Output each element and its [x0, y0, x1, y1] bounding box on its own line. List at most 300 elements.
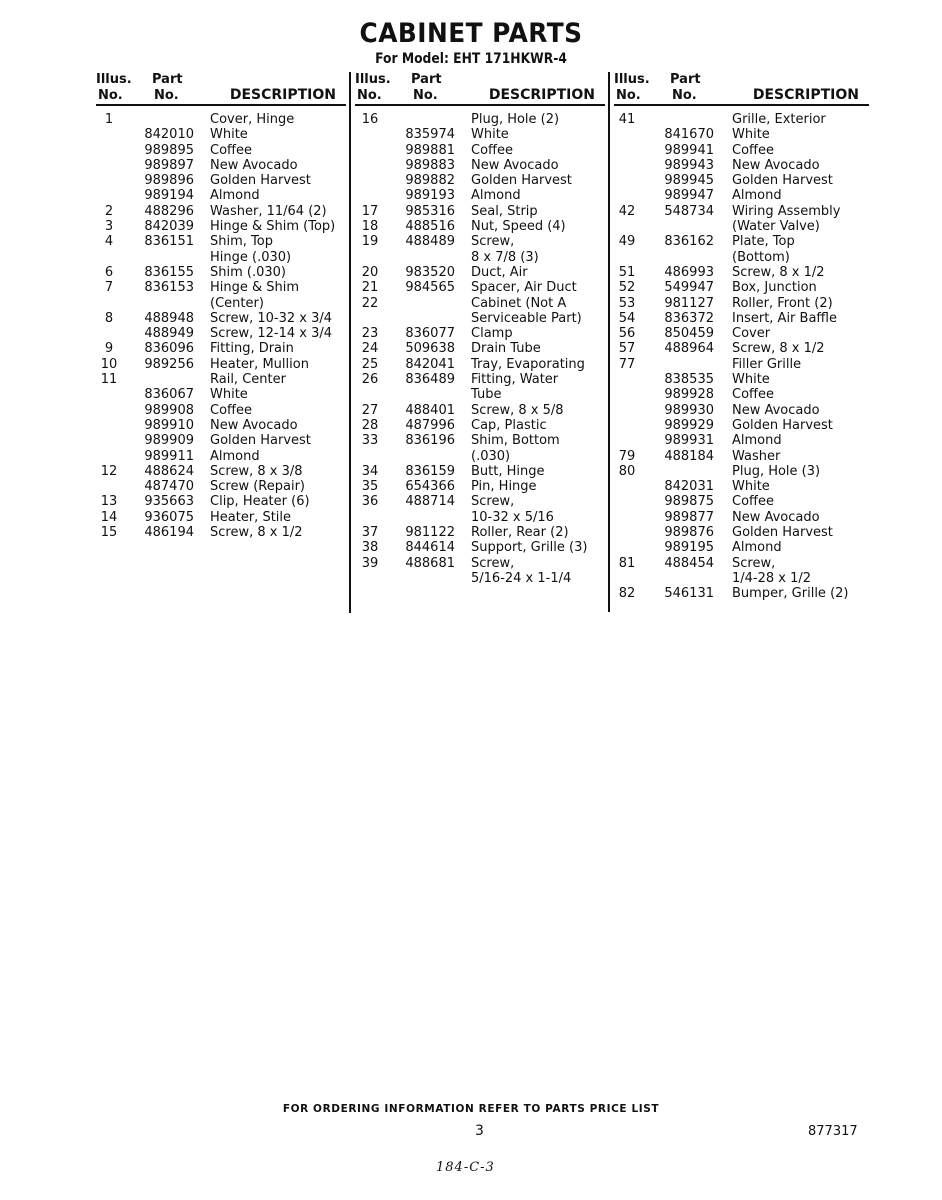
- part-description: Hinge & Shim: [210, 280, 300, 296]
- part-description: Plug, Hole (3): [732, 463, 821, 479]
- parts-column-1: [96, 70, 346, 540]
- table-row: [355, 403, 605, 418]
- illus-number: 8: [104, 310, 114, 326]
- part-description: Support, Grille (3): [471, 540, 588, 556]
- part-description: Plug, Hole (2): [471, 112, 560, 127]
- description-header: DESCRIPTION: [752, 87, 859, 103]
- part-description: Clamp: [471, 326, 513, 342]
- table-row: [614, 433, 869, 448]
- illus-number: 27: [361, 402, 379, 418]
- table-row: [355, 357, 605, 372]
- part-number: 836155: [144, 264, 194, 280]
- part-number: 983520: [405, 264, 455, 280]
- table-row: [355, 479, 605, 494]
- part-description: Duct, Air: [471, 264, 528, 280]
- part-number: 488296: [144, 203, 194, 219]
- part-description: Screw,: [471, 555, 515, 571]
- part-description: Heater, Mullion: [210, 356, 309, 372]
- part-number: 935663: [144, 494, 194, 510]
- table-row: [614, 464, 869, 479]
- illus-number: 9: [104, 341, 114, 357]
- part-number: 850459: [664, 326, 714, 342]
- illus-number: 21: [361, 280, 379, 296]
- part-number: 836162: [664, 234, 714, 250]
- part-number: 989929: [664, 417, 714, 433]
- part-number: 989193: [405, 188, 455, 204]
- part-description: White: [471, 127, 509, 143]
- part-number: 487996: [405, 417, 455, 433]
- part-number: 654366: [405, 479, 455, 495]
- illus-number: 16: [361, 112, 379, 127]
- part-number: 836151: [144, 234, 194, 250]
- part-number: 989911: [144, 448, 194, 464]
- part-description: Shim, Bottom: [471, 433, 560, 449]
- table-row: [96, 112, 346, 127]
- parts-list: [96, 112, 346, 540]
- part-number: 989195: [664, 540, 714, 556]
- illus-number: 12: [100, 463, 118, 479]
- part-number: 836077: [405, 326, 455, 342]
- table-row: [96, 143, 346, 158]
- part-description: Roller, Front (2): [732, 295, 833, 311]
- part-description: New Avocado: [210, 417, 298, 433]
- table-row: [355, 494, 605, 509]
- part-number: 842039: [144, 219, 194, 235]
- part-description: Spacer, Air Duct: [471, 280, 577, 296]
- part-no-header: No.: [672, 88, 697, 103]
- part-number: 989941: [664, 142, 714, 158]
- part-description: Screw (Repair): [210, 479, 305, 495]
- table-row: [614, 250, 869, 265]
- illus-header: Illus.: [355, 72, 391, 87]
- part-number: 486194: [144, 525, 194, 541]
- table-row: [355, 556, 605, 571]
- part-description: Clip, Heater (6): [210, 494, 310, 510]
- part-description: Screw,: [471, 234, 515, 250]
- part-number: 989930: [664, 402, 714, 418]
- column-header: [614, 70, 869, 106]
- table-row: [614, 265, 869, 280]
- part-description: (Center): [210, 295, 264, 311]
- part-description: Almond: [210, 448, 260, 464]
- table-row: [355, 449, 605, 464]
- table-row: [355, 112, 605, 127]
- part-number: 488964: [664, 341, 714, 357]
- part-description: Almond: [732, 540, 782, 556]
- table-row: [96, 127, 346, 142]
- table-row: [614, 280, 869, 295]
- table-row: [96, 433, 346, 448]
- description-header: DESCRIPTION: [229, 87, 336, 103]
- part-description: White: [732, 479, 770, 495]
- part-number: 989876: [664, 525, 714, 541]
- illus-number: 26: [361, 372, 379, 388]
- table-row: [355, 204, 605, 219]
- table-row: [96, 341, 346, 356]
- table-row: [614, 540, 869, 555]
- part-number: 985316: [405, 203, 455, 219]
- table-row: [355, 387, 605, 402]
- illus-number: 23: [361, 326, 379, 342]
- part-number: 835974: [405, 127, 455, 143]
- part-description: Golden Harvest: [732, 173, 833, 189]
- part-description: Shim, Top: [210, 234, 273, 250]
- part-number: 989908: [144, 402, 194, 418]
- illus-number: 33: [361, 433, 379, 449]
- part-number: 836489: [405, 372, 455, 388]
- part-number: 509638: [405, 341, 455, 357]
- part-number: 488489: [405, 234, 455, 250]
- part-description: Tube: [471, 387, 502, 403]
- part-description: Wiring Assembly: [732, 203, 841, 219]
- table-row: [96, 357, 346, 372]
- table-row: [614, 403, 869, 418]
- illus-header: Illus.: [96, 72, 132, 87]
- table-row: [96, 479, 346, 494]
- part-number: 488401: [405, 402, 455, 418]
- illus-number: 34: [361, 463, 379, 479]
- part-description: 1/4-28 x 1/2: [732, 570, 812, 586]
- part-number: 989943: [664, 157, 714, 173]
- illus-number: 57: [618, 341, 636, 357]
- illus-number: 28: [361, 417, 379, 433]
- part-description: Plate, Top: [732, 234, 795, 250]
- table-row: [614, 204, 869, 219]
- part-description: Almond: [210, 188, 260, 204]
- illus-number: 20: [361, 264, 379, 280]
- table-row: [355, 234, 605, 249]
- illus-number: 53: [618, 295, 636, 311]
- part-description: Coffee: [471, 142, 513, 158]
- illus-number: 80: [618, 463, 636, 479]
- part-number: 989945: [664, 173, 714, 189]
- part-description: Screw, 8 x 1/2: [732, 341, 825, 357]
- table-row: [355, 173, 605, 188]
- part-number: 989897: [144, 157, 194, 173]
- table-row: [96, 326, 346, 341]
- part-description: Hinge & Shim (Top): [210, 219, 336, 235]
- illus-number: 56: [618, 326, 636, 342]
- part-number: 488184: [664, 448, 714, 464]
- table-row: [96, 265, 346, 280]
- table-row: [614, 525, 869, 540]
- part-description: Golden Harvest: [732, 417, 833, 433]
- column-header: [355, 70, 605, 106]
- illus-number: 35: [361, 479, 379, 495]
- table-row: [614, 479, 869, 494]
- table-row: [355, 326, 605, 341]
- part-number: 989909: [144, 433, 194, 449]
- part-header: Part: [670, 72, 701, 87]
- column-divider: [349, 72, 351, 613]
- illus-number: 39: [361, 555, 379, 571]
- table-row: [96, 403, 346, 418]
- illus-number: 1: [104, 112, 114, 127]
- table-row: [355, 265, 605, 280]
- illus-number: 77: [618, 356, 636, 372]
- table-row: [96, 418, 346, 433]
- parts-list: [614, 112, 869, 602]
- table-row: [355, 464, 605, 479]
- table-row: [355, 433, 605, 448]
- part-description: 5/16-24 x 1-1/4: [471, 570, 572, 586]
- part-number: 989194: [144, 188, 194, 204]
- table-row: [96, 204, 346, 219]
- part-description: Cover: [732, 326, 771, 342]
- part-number: 989931: [664, 433, 714, 449]
- part-description: Screw,: [732, 555, 776, 571]
- table-row: [96, 280, 346, 295]
- table-row: [614, 387, 869, 402]
- part-number: 989910: [144, 417, 194, 433]
- table-row: [355, 372, 605, 387]
- part-header: Part: [152, 72, 183, 87]
- part-description: Coffee: [210, 402, 252, 418]
- part-number: 842041: [405, 356, 455, 372]
- part-description: Butt, Hinge: [471, 463, 545, 479]
- part-description: Cover, Hinge: [210, 112, 295, 127]
- table-row: [355, 219, 605, 234]
- part-number: 546131: [664, 586, 714, 602]
- table-row: [355, 525, 605, 540]
- part-number: 989256: [144, 356, 194, 372]
- part-description: Pin, Hinge: [471, 479, 537, 495]
- illus-number: 24: [361, 341, 379, 357]
- part-no-header: No.: [413, 88, 438, 103]
- part-description: Hinge (.030): [210, 249, 292, 265]
- part-description: (Bottom): [732, 249, 790, 265]
- table-row: [614, 311, 869, 326]
- part-number: 488681: [405, 555, 455, 571]
- table-row: [614, 158, 869, 173]
- part-description: White: [210, 387, 248, 403]
- illus-number: 19: [361, 234, 379, 250]
- table-row: [96, 449, 346, 464]
- illus-number: 37: [361, 525, 379, 541]
- table-row: [614, 418, 869, 433]
- part-description: New Avocado: [732, 402, 820, 418]
- part-number: 989881: [405, 142, 455, 158]
- table-row: [96, 464, 346, 479]
- part-number: 989895: [144, 142, 194, 158]
- part-description: Nut, Speed (4): [471, 219, 566, 235]
- table-row: [96, 510, 346, 525]
- illus-no-header: No.: [357, 88, 382, 103]
- illus-number: 81: [618, 555, 636, 571]
- part-description: Screw, 8 x 1/2: [210, 525, 303, 541]
- part-description: (Water Valve): [732, 219, 820, 235]
- part-description: Washer, 11/64 (2): [210, 203, 327, 219]
- part-description: Fitting, Drain: [210, 341, 294, 357]
- part-number: 486993: [664, 264, 714, 280]
- illus-number: 51: [618, 264, 636, 280]
- illus-number: 2: [104, 203, 114, 219]
- part-description: Cabinet (Not A: [471, 295, 567, 311]
- table-row: [355, 296, 605, 311]
- part-description: Bumper, Grille (2): [732, 586, 849, 602]
- illus-number: 41: [618, 112, 636, 127]
- part-number: 989928: [664, 387, 714, 403]
- part-description: Fitting, Water: [471, 372, 559, 388]
- part-description: New Avocado: [732, 157, 820, 173]
- part-description: Coffee: [732, 387, 774, 403]
- illus-number: 3: [104, 219, 114, 235]
- table-row: [96, 188, 346, 203]
- illus-number: 11: [100, 372, 118, 388]
- table-row: [96, 311, 346, 326]
- part-description: New Avocado: [210, 157, 298, 173]
- table-row: [96, 250, 346, 265]
- table-row: [96, 372, 346, 387]
- illus-no-header: No.: [98, 88, 123, 103]
- part-description: New Avocado: [471, 157, 559, 173]
- illus-number: 36: [361, 494, 379, 510]
- illus-number: 25: [361, 356, 379, 372]
- table-row: [355, 540, 605, 555]
- part-description: Golden Harvest: [210, 173, 311, 189]
- part-number: 984565: [405, 280, 455, 296]
- illus-number: 4: [104, 234, 114, 250]
- table-row: [614, 372, 869, 387]
- table-row: [614, 510, 869, 525]
- part-number: 836153: [144, 280, 194, 296]
- parts-column-2: [355, 70, 605, 586]
- part-description: White: [732, 372, 770, 388]
- illus-number: 7: [104, 280, 114, 296]
- document-number: 877317: [808, 1124, 858, 1139]
- table-row: [614, 234, 869, 249]
- table-row: [614, 357, 869, 372]
- table-row: [614, 127, 869, 142]
- part-number: 842031: [664, 479, 714, 495]
- part-number: 836067: [144, 387, 194, 403]
- table-row: [614, 341, 869, 356]
- illus-number: 14: [100, 509, 118, 525]
- part-description: Almond: [732, 433, 782, 449]
- illus-number: 13: [100, 494, 118, 510]
- part-description: New Avocado: [732, 509, 820, 525]
- column-divider: [608, 72, 610, 612]
- part-description: Screw, 8 x 1/2: [732, 264, 825, 280]
- table-row: [355, 280, 605, 295]
- part-description: 8 x 7/8 (3): [471, 249, 539, 265]
- table-row: [614, 173, 869, 188]
- part-number: 836159: [405, 463, 455, 479]
- part-number: 488949: [144, 326, 194, 342]
- part-description: Coffee: [732, 142, 774, 158]
- part-number: 844614: [405, 540, 455, 556]
- part-description: Screw, 12-14 x 3/4: [210, 326, 333, 342]
- part-number: 838535: [664, 372, 714, 388]
- part-description: Screw, 8 x 3/8: [210, 463, 303, 479]
- table-row: [355, 571, 605, 586]
- part-description: Tray, Evaporating: [471, 356, 585, 372]
- part-description: Serviceable Part): [471, 310, 582, 326]
- part-description: Screw, 8 x 5/8: [471, 402, 564, 418]
- part-description: Filler Grille: [732, 356, 802, 372]
- part-number: 841670: [664, 127, 714, 143]
- part-description: Rail, Center: [210, 372, 286, 388]
- illus-no-header: No.: [616, 88, 641, 103]
- illus-number: 15: [100, 525, 118, 541]
- part-description: White: [732, 127, 770, 143]
- table-row: [96, 173, 346, 188]
- table-row: [355, 418, 605, 433]
- model-subtitle: For Model: EHT 171HKWR-4: [375, 51, 567, 67]
- table-row: [355, 311, 605, 326]
- part-description: Golden Harvest: [732, 525, 833, 541]
- ordering-note: FOR ORDERING INFORMATION REFER TO PARTS PRICE LIST: [282, 1103, 660, 1115]
- part-number: 488714: [405, 494, 455, 510]
- part-number: 488624: [144, 463, 194, 479]
- part-description: Golden Harvest: [471, 173, 572, 189]
- part-number: 989896: [144, 173, 194, 189]
- parts-list: [355, 112, 605, 586]
- part-number: 981127: [664, 295, 714, 311]
- illus-number: 52: [618, 280, 636, 296]
- part-description: Heater, Stile: [210, 509, 292, 525]
- part-description: Screw, 10-32 x 3/4: [210, 310, 333, 326]
- illus-number: 79: [618, 448, 636, 464]
- table-row: [614, 556, 869, 571]
- table-row: [96, 234, 346, 249]
- table-row: [355, 250, 605, 265]
- table-row: [355, 127, 605, 142]
- illus-number: 22: [361, 295, 379, 311]
- part-number: 989883: [405, 157, 455, 173]
- part-description: Shim (.030): [210, 264, 286, 280]
- part-no-header: No.: [154, 88, 179, 103]
- part-description: Grille, Exterior: [732, 112, 826, 127]
- illus-number: 38: [361, 540, 379, 556]
- table-row: [614, 143, 869, 158]
- part-number: 548734: [664, 203, 714, 219]
- table-row: [614, 586, 869, 601]
- table-row: [614, 112, 869, 127]
- illus-number: 54: [618, 310, 636, 326]
- table-row: [96, 525, 346, 540]
- part-description: Insert, Air Baffle: [732, 310, 837, 326]
- part-number: 487470: [144, 479, 194, 495]
- parts-column-3: [614, 70, 869, 602]
- part-description: Seal, Strip: [471, 203, 538, 219]
- part-header: Part: [411, 72, 442, 87]
- part-description: Golden Harvest: [210, 433, 311, 449]
- table-row: [96, 387, 346, 402]
- table-row: [614, 188, 869, 203]
- part-number: 488516: [405, 219, 455, 235]
- part-number: 842010: [144, 127, 194, 143]
- part-description: Screw,: [471, 494, 515, 510]
- part-description: Washer: [732, 448, 781, 464]
- illus-number: 10: [100, 356, 118, 372]
- part-description: Almond: [732, 188, 782, 204]
- part-description: Almond: [471, 188, 521, 204]
- part-number: 836096: [144, 341, 194, 357]
- table-row: [355, 158, 605, 173]
- part-description: Drain Tube: [471, 341, 541, 357]
- table-row: [96, 158, 346, 173]
- page-number: 3: [475, 1123, 484, 1139]
- illus-number: 6: [104, 264, 114, 280]
- part-description: Coffee: [732, 494, 774, 510]
- part-number: 989882: [405, 173, 455, 189]
- part-description: White: [210, 127, 248, 143]
- part-description: Roller, Rear (2): [471, 525, 569, 541]
- part-number: 989877: [664, 509, 714, 525]
- table-row: [614, 326, 869, 341]
- table-row: [614, 494, 869, 509]
